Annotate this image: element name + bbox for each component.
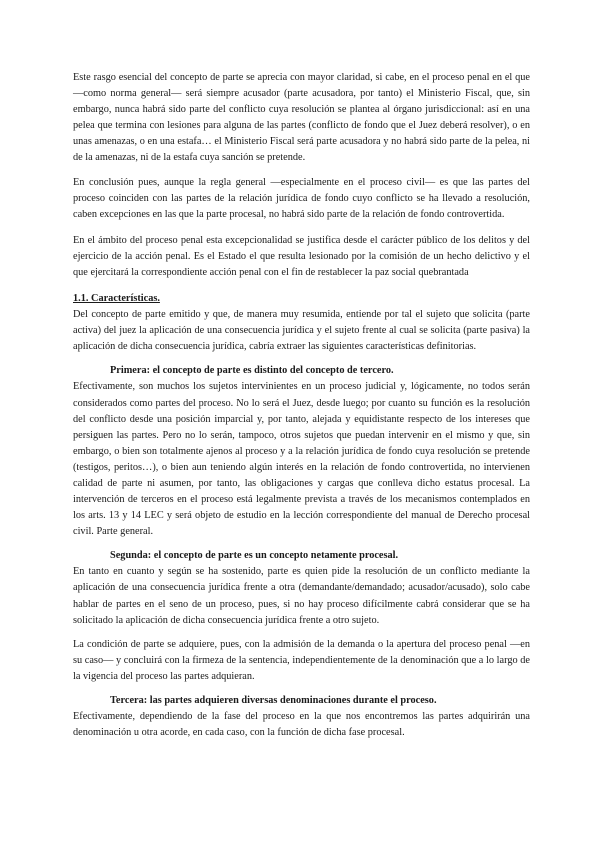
paragraph-ministerio-fiscal: Este rasgo esencial del concepto de parte se aprecia con mayor claridad, si cabe, en el proceso penal en el que —como norma general— será siempre acusador (parte acusadora, por tanto) el Ministerio Fiscal, que, sin embargo, nunca habrá sido parte del conflicto cuya resolución se plantea al órgano jurisdiccional: así en una pelea que termina con lesiones para alguna de las partes (conflicto de fondo que el Juez deberá resolver), o en unas amenazas, o en una estafa… el Ministerio Fiscal será parte acusadora y no habrá sido parte de la pelea, ni de la amenazas, ni de la estafa cuya sanción se pretende. xyxy=(73,72,530,164)
paragraph-conclusion: En conclusión pues, aunque la regla general —especialmente en el proceso civil— es que las partes del proceso coinciden con las partes de la relación jurídica de fondo cuyo conflicto se ha llevado a resolución, caben excepciones en las que la parte procesal, no habrá sido parte de la relación de fondo controvertida. xyxy=(73,176,530,220)
characteristic-body-segunda: En tanto en cuanto y según se ha sostenido, parte es quien pide la resolución de un conflicto mediante la aplicación de una consecuencia jurídica frente a otra (demandante/demandado; acusador/acusado), solo cabe hablar de partes en el seno de un proceso, pues, si no hay proceso difícilmente cabrá considerar que se ha solicitado la aplicación de dicha consecuencia jurídica frente a otro sujeto. xyxy=(73,566,530,626)
section-title: 1.1. Características. xyxy=(73,293,160,305)
characteristic-body-segunda-2: La condición de parte se adquiere, pues, con la admisión de la demanda o la apertura del proceso penal —en su caso— y concluirá con la firmeza de la sentencia, independientemente de la denominación que a lo largo de la vigencia del proceso las partes adquieran. xyxy=(73,638,530,682)
characteristic-body-tercera: Efectivamente, dependiendo de la fase del proceso en la que nos encontremos las partes adquirirán una denominación u otra acorde, en cada caso, con la función de dicha fase procesal. xyxy=(73,711,530,739)
characteristic-heading-primera: Primera: el concepto de parte es distinto del concepto de tercero. xyxy=(110,365,394,377)
characteristic-heading-tercera: Tercera: las partes adquieren diversas denominaciones durante el proceso. xyxy=(110,695,437,706)
characteristic-body-primera: Efectivamente, son muchos los sujetos intervinientes en un proceso judicial y, lógicamente, no todos serán considerados como partes del proceso. No lo será el Juez, desde luego; por cuanto su función es la resolución del conflicto desde una posición imparcial y, por tanto, alejada y equidistante respecto de los intereses que persiguen las partes. Pero no lo serán, tampoco, otros sujetos que puedan intervenir en el mismo y que, sin embargo, o bien son totalmente ajenos al proceso y a la relación jurídica de fondo cuya resolución se pretende (testigos, peritos…), o bien aun teniendo algún interés en la relación de fondo controvertida, no intervienen calidad de parte ni asumen, por tanto, las obligaciones y cargas que conlleva dicho estatus procesal. La intervención de terceros en el proceso está legalmente prevista a través de los mecanismos contemplados en los arts. 13 y 14 LEC y será objeto de estudio en la lección correspondiente del manual de Derecho procesal civil. Parte general. xyxy=(73,381,530,538)
section-intro: Del concepto de parte emitido y que, de manera muy resumida, entiende por tal el sujeto que solicita (parte activa) del juez la aplicación de una consecuencia jurídica y el sujeto frente al cual se solicita (parte pasiva) la aplicación de dicha consecuencia jurídica, cabría extraer las siguientes características definitorias. xyxy=(73,309,530,353)
paragraph-proceso-penal: En el ámbito del proceso penal esta excepcionalidad se justifica desde el carácter público de los delitos y del ejercicio de la acción penal. Es el Estado el que resulta lesionado por la comisión de un hecho delictivo y el que ejercitará la correspondiente acción penal con el fin de restablecer la paz social quebrantada xyxy=(73,234,530,279)
characteristic-heading-segunda: Segunda: el concepto de parte es un concepto netamente procesal. xyxy=(110,550,399,562)
